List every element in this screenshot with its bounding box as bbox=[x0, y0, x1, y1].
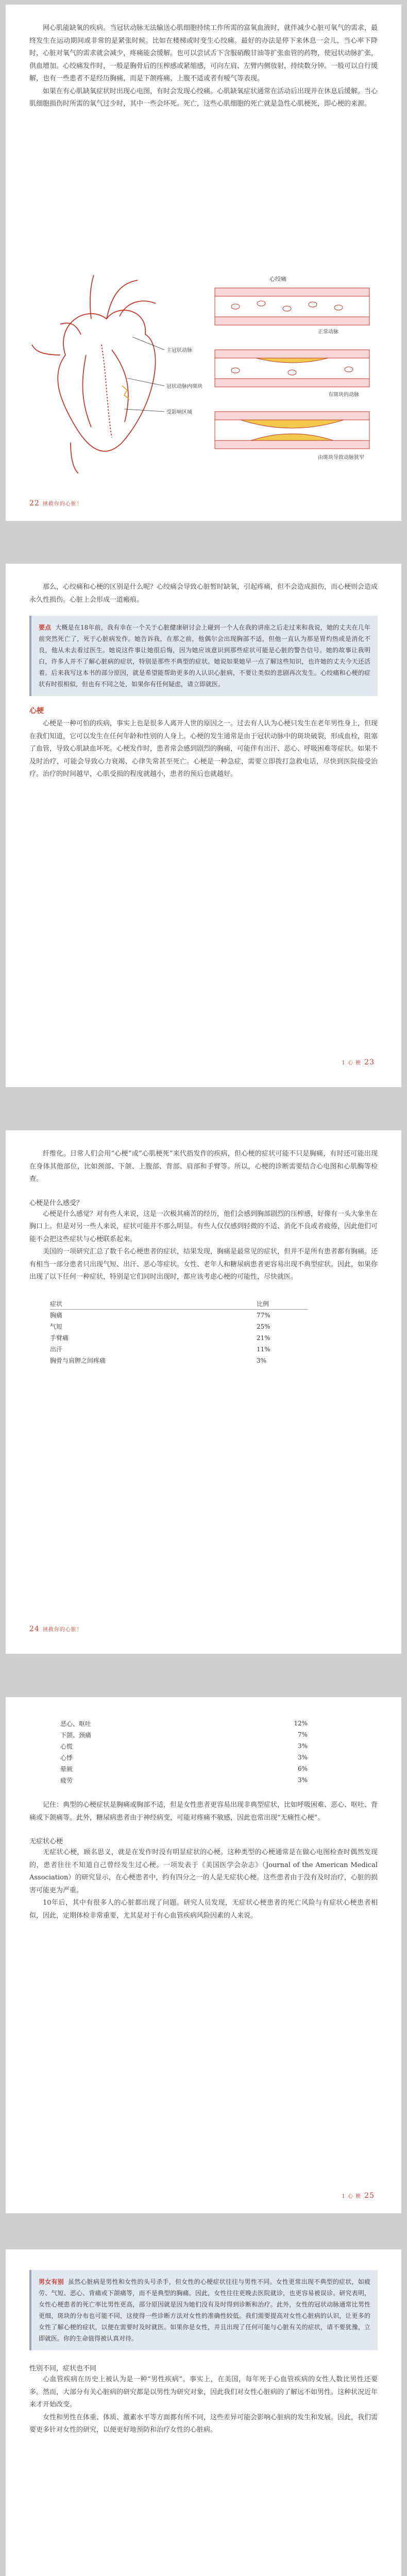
table-row: 下颌、颈痛 7% bbox=[60, 1731, 308, 1739]
table-header: 比例 bbox=[256, 1300, 269, 1308]
paragraph: 女性和男性在体重、体质、激素水平等方面都有所不同，这些差异可能会影响心脏病的发生和发展。因此，我们需要更多针对女性的研究，以便更好地预防和治疗女性的心脏病。 bbox=[29, 2413, 378, 2434]
symptom-table-continued bbox=[60, 1718, 308, 1786]
table-row: 心悸 3% bbox=[60, 1754, 308, 1761]
label-plaque: 冠状动脉内斑块 bbox=[166, 384, 202, 389]
table-row: 气短 25% bbox=[50, 1323, 270, 1330]
paragraph: 记住：典型的心梗症状是胸痛或胸部不适，但是女性患者更容易出现非典型症状，比如呼吸困难、恶心、呕吐、背痛或下颌痛等。此外，糖尿病患者由于神经病变，可能对疼痛不敏感，因此也常出现“无痛性心梗”。 bbox=[29, 1801, 378, 1822]
table-row: 手臂痛 21% bbox=[50, 1334, 270, 1342]
body-text bbox=[29, 22, 378, 111]
box-text: 大概是在18年前，我有幸在一个关于心脏健康研讨会上碰到一个人在我的讲座之后走过来和我说，她的丈夫在几年前突然死亡了，死于心脏病发作。她告诉我，在那之前，他偶尔会出现胸部不适，但他一直认为那是胃灼热或是消化不良，他从未去看过医生。她说这件事让她很后悔，因为她应该意识到那些症状可能是心脏的警告信号。她的故事让我明白，许多人并不了解心脏病的症状，特别是那些不典型的症状。她说如果她早一点了解这些知识，也许她的丈夫今天还活着。后来我写这本书的部分原因，就是希望能帮助更多的人认识心脏病，不要让类似的悲剧再次发生。心绞痛和心梗的症状有时很相似，但也有不同之处，如果你有任何疑虑，请立即就医。 bbox=[39, 624, 370, 688]
table-row: 胸骨与肩胛之间疼痛 3% bbox=[50, 1357, 267, 1364]
table-row: 恶心、呕吐 12% bbox=[60, 1720, 308, 1727]
highlight-box bbox=[29, 2270, 378, 2350]
heart-illustration bbox=[32, 275, 156, 473]
page-number: 24 拯救你的心脏！ bbox=[29, 1625, 82, 1633]
label-narrowed-artery: 由斑块导致动脉狭窄 bbox=[318, 455, 364, 461]
subheading: 性别不同，症状也不同 bbox=[29, 2365, 97, 2372]
paragraph: 纤维化。日常人们会用“心梗”或“心肌梗死”来代指发作的疾病，但心梗的症状可能不只是胸痛，有时还可能出现在身体其他部位，比如颈部、下颌、上腹部、背部、肩部和手臂等。所以，心梗的诊断需要结合心电图和心肌酶等检查。 bbox=[29, 1150, 378, 1183]
subheading: 心梗是什么感受？ bbox=[29, 1199, 83, 1207]
artery-narrowed bbox=[215, 412, 369, 449]
paragraph: 美国的一项研究汇总了数千名心梗患者的症状，结果发现，胸痛是最常见的症状，但并不是所有患者都有胸痛。还有相当一部分患者只出现气短、出汗、恶心等症状。女性、老年人和糖尿病患者更容易出现不典型症状。因此，如果你出现了以下任何一种症状，特别是它们同时出现时，都应该考虑心梗的可能性，尽快就医。 bbox=[29, 1248, 378, 1281]
subheading: 无症状心梗 bbox=[29, 1838, 63, 1845]
page-23 bbox=[6, 564, 401, 1087]
angina-diagram bbox=[29, 273, 378, 473]
paragraph: 网心肌能缺氧的疾病。当冠状动脉无法输送心肌细胞持续工作所需的富氧血液时，就伴减少心脏可氧气的需求，最终发生在运动期间或非常的是紧张时候。比如在楼梯或时变生心绞痛。最好的办法是停下来休息一会儿，当心率下降时，心脏对氧气的需求就会减少，疼痛能会缓解。也可以尝试舌下含服硝酸甘油等扩张血管的药物，使冠状动脉扩张，供血增加。心绞痛发作时，一般是胸骨后的压榨感或紧缩感，可向左肩、左臂内侧放射，持续数分钟。一般可以自行缓解，也有一些患者不是经历胸痛，而是下颌疼痛、上腹不适或者有嗳气等表现。 bbox=[29, 24, 378, 82]
paragraph: 那么，心绞痛和心梗的区别是什么呢？心绞痛会导致心脏暂时缺氧，引起疼痛，但不会造成损伤，而心梗则会造成永久性损伤。心脏上会形成一道瘢痕。 bbox=[29, 583, 378, 604]
paragraph: 如果在有心肌缺氧症状时出现心电图，有时会发现心绞痛。心肌缺氧症状通常在活动后出现并在休息后缓解。当心肌细胞损伤时所需的氧气过少时，其中一些会坏死。死亡，这些心肌细胞的死亡就是急性心肌梗死，即心梗的来源。 bbox=[29, 87, 378, 108]
page-24 bbox=[6, 1130, 401, 1654]
page-number: 22 拯救你的心脏！ bbox=[29, 499, 82, 507]
table-row: 疲劳 3% bbox=[60, 1776, 308, 1784]
artery-plaque bbox=[215, 350, 369, 387]
box-tag: 男女有别 bbox=[39, 2278, 64, 2285]
page-26 bbox=[6, 2249, 401, 2576]
symptom-table bbox=[50, 1298, 308, 1366]
page-number: 1 心 梗 23 bbox=[342, 1058, 375, 1066]
table-header: 症状 bbox=[50, 1300, 63, 1308]
paragraph: 心血管疾病在历史上被认为是一种“男性疾病”。事实上，在美国，每年死于心血管疾病的女性人数比男性还要多。然而，大部分有关心脏病的研究都是以男性为研究对象，因此我们对女性心脏病的了解远不如男性。这种状况近年来才开始改变。 bbox=[29, 2376, 378, 2409]
label-main-artery: 主冠状动脉 bbox=[166, 348, 192, 353]
label-affected-area: 受影响区域 bbox=[166, 410, 192, 415]
paragraph: 无症状心梗，顾名思义，就是在发作时没有明显症状的心梗。这种类型的心梗通常是在做心电图检查时偶然发现的，患者往往不知道自己曾经发生过心梗。一项发表于《美国医学会杂志》（Journal of the American Medical Association）的研究显示，在心梗患者中，约有四分之一的人是无症状心梗。这些患者由于没有及时治疗，心脏的损害可能更为严重。 bbox=[29, 1849, 378, 1894]
table-row: 出汗 11% bbox=[50, 1345, 270, 1353]
section-heading: 心梗 bbox=[29, 707, 44, 715]
label-plaque-artery: 有斑块的动脉 bbox=[328, 392, 359, 398]
highlight-box bbox=[29, 616, 378, 696]
page-22 bbox=[6, 5, 401, 521]
box-text: 虽然心脏病是男性和女性的头号杀手，但女性的心梗症状往往与男性不同。女性更常出现不典型的症状，如疲劳、气短、恶心、背痛或下颌痛等，而不是典型的胸痛。因此，女性往往更晚去医院就诊，也更容易被误诊。研究表明，女性心梗患者的死亡率比男性更高，部分原因就是因为她们没有及时得到诊断和治疗。此外，女性的冠状动脉通常比男性更细，斑块的分布也可能不同，这使得一些诊断方法对女性的准确性较低。我们需要提高对女性心脏病的认识，让更多的女性了解心梗的症状，以便在需要时及时就医。如果你是女性，并且出现了任何可能与心脏有关的症状，请不要犹豫，立即就医。你的生命值得被认真对待。 bbox=[39, 2278, 370, 2342]
table-row: 胸痛 77% bbox=[50, 1311, 270, 1319]
page-number: 1 心 梗 25 bbox=[342, 2192, 375, 2200]
table-row: 晕厥 6% bbox=[60, 1765, 308, 1773]
diagram-title: 心绞痛 bbox=[269, 276, 286, 282]
paragraph: 心梗是一种可怕的疾病，事实上也是很多人离开人世的原因之一。过去有人认为心梗只发生在老年男性身上，但现在我们知道，它可以发生在任何年龄和性别的人身上。心梗的发生通常是由于冠状动脉中的斑块破裂，形成血栓，阻塞了血管，导致心肌缺血坏死。心梗发作时，患者常会感到剧烈的胸痛，可能伴有出汗、恶心、呼吸困难等症状。如果不及时治疗，可能会导致心力衰竭、心律失常甚至死亡。心梗是一种急症，需要立即拨打急救电话，尽快到医院接受治疗。治疗的时间越早，心肌受损的程度就越小，患者的预后也就越好。 bbox=[29, 720, 378, 778]
page-25 bbox=[6, 1697, 401, 2213]
table-row: 心慌 3% bbox=[60, 1742, 308, 1750]
paragraph: 心梗是什么感觉？对有些人来说，这是一次极其痛苦的经历，他们会感到胸部剧烈的压榨感，好像有一头大象坐在胸口上。但是对另一些人来说，症状可能并不那么明显。有些人仅仅感到轻微的不适、消化不良或者疲倦，因此他们可能不会把这些症状与心梗联系起来。 bbox=[29, 1210, 378, 1243]
artery-normal bbox=[215, 288, 369, 325]
label-normal-artery: 正常动脉 bbox=[318, 329, 338, 335]
box-tag: 要点 bbox=[39, 624, 52, 631]
paragraph: 10年后，其中有很多人的心脏都出现了问题。研究人员发现，无症状心梗患者的死亡风险与有症状心梗患者相似，因此，定期体检非常重要，尤其是对于有心血管疾病风险因素的人来说。 bbox=[29, 1899, 378, 1920]
